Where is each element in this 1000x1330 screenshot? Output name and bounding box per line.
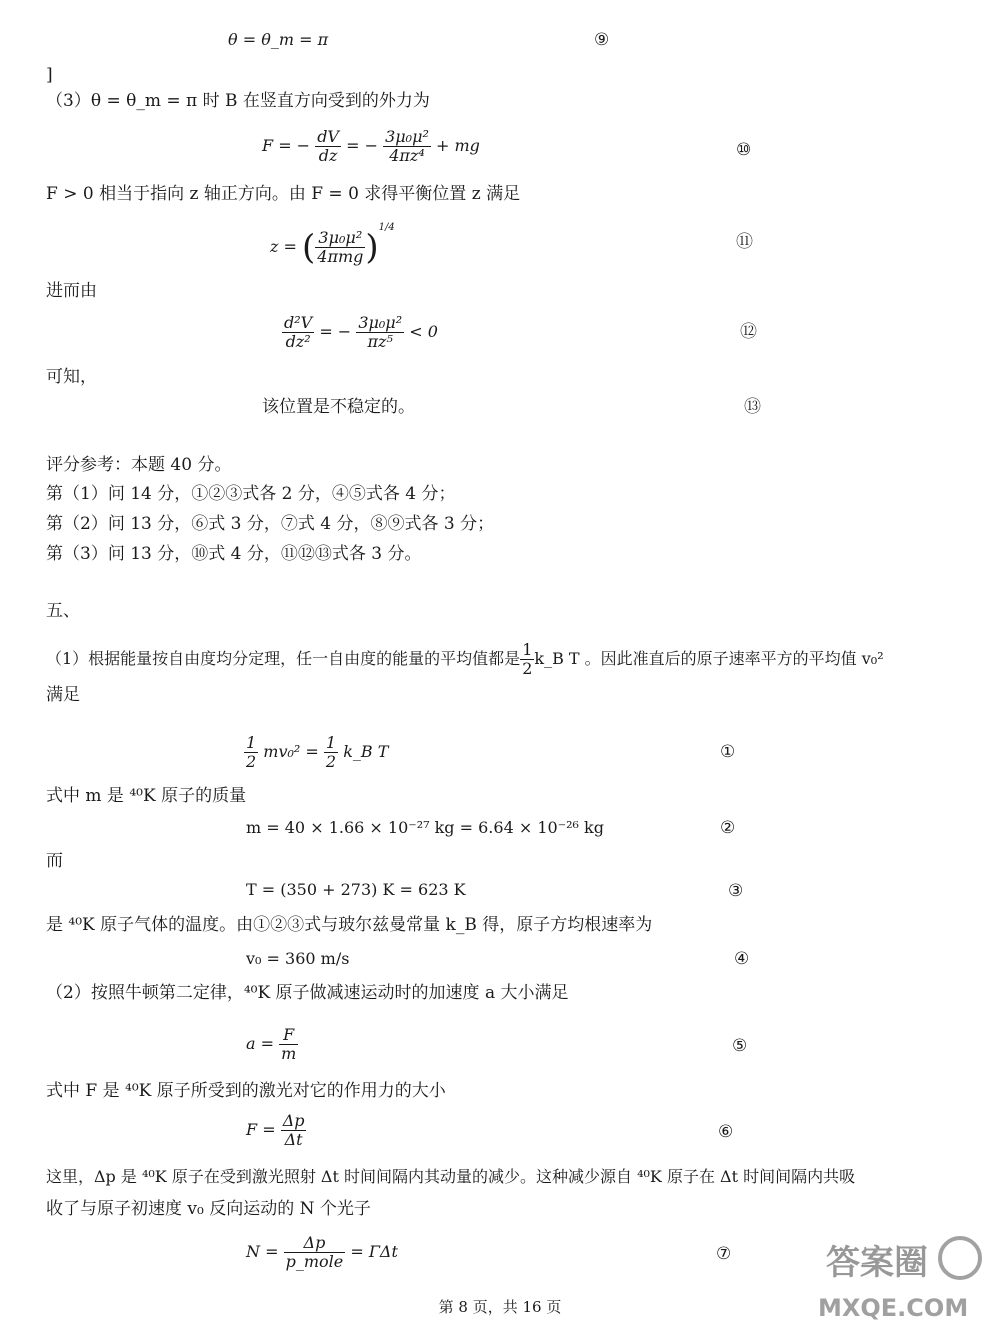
eq10-fraction-2 xyxy=(383,128,431,165)
eq5-7-rhs: = ΓΔt xyxy=(350,1242,398,1261)
equation-11 xyxy=(270,218,395,266)
equation-12 xyxy=(282,314,438,351)
section-five-heading: 五、 xyxy=(46,601,80,621)
equation-number-13: ⑬ xyxy=(744,397,761,417)
eq10-rhs: + mg xyxy=(435,136,480,155)
eq12-mid: = − xyxy=(319,322,352,341)
eq11-fraction xyxy=(315,229,365,266)
eq5-7-fraction xyxy=(284,1234,346,1271)
text-furthermore: 进而由 xyxy=(46,281,97,301)
text-mass-def: 式中 m 是 ⁴⁰K 原子的质量 xyxy=(46,786,247,806)
equation-10 xyxy=(262,128,480,165)
eq12-f2-numerator: 3μ₀μ² xyxy=(358,313,403,332)
text-force-def: 式中 F 是 ⁴⁰K 原子所受到的激光对它的作用力的大小 xyxy=(46,1081,446,1101)
text-equilibrium: F > 0 相当于指向 z 轴正方向。由 F = 0 求得平衡位置 z 满足 xyxy=(46,184,521,204)
eq11-denominator: 4πmg xyxy=(317,247,364,266)
eq5-6-fraction xyxy=(281,1112,307,1149)
eq5-7-lhs: N = xyxy=(246,1242,279,1261)
eq5-1-fraction-a xyxy=(244,734,258,771)
watermark-text-top: 答案圈 xyxy=(826,1243,928,1283)
scoring-part1: 第（1）问 14 分，①②③式各 2 分，④⑤式各 4 分； xyxy=(46,484,456,504)
scoring-part2: 第（2）问 13 分，⑥式 3 分，⑦式 4 分，⑧⑨式各 3 分； xyxy=(46,514,495,534)
page-footer: 第 8 页，共 16 页 xyxy=(438,1298,562,1316)
eq10-f1-numerator: dV xyxy=(317,127,339,146)
eq5-1-fb-denominator: 2 xyxy=(325,752,337,771)
equation-number-5-3: ③ xyxy=(728,881,744,901)
eq11-right-paren: ) xyxy=(365,227,379,268)
eq5-1-fa-numerator: 1 xyxy=(246,733,257,752)
equation-number-11: ⑪ xyxy=(736,232,753,252)
eq5-1-fa-denominator: 2 xyxy=(246,752,257,771)
eq12-f2-denominator: πz⁵ xyxy=(367,332,393,351)
eq5-7-numerator: Δp xyxy=(284,1234,346,1253)
text-temperature: 是 ⁴⁰K 原子气体的温度。由①②③式与玻尔兹曼常量 k_B 得，原子方均根速率为 xyxy=(46,915,653,935)
equation-5-4: v₀ = 360 m/s xyxy=(246,949,350,968)
eq12-fraction-1 xyxy=(282,314,314,351)
eq10-fraction-1 xyxy=(315,128,341,165)
text-and: 而 xyxy=(46,851,63,871)
eq5-5-fraction xyxy=(279,1026,298,1063)
eq11-left-paren: ( xyxy=(302,227,316,268)
eq12-f1-denominator: dz² xyxy=(285,332,311,351)
eq5-6-denominator: Δt xyxy=(284,1130,303,1149)
text-momentum-decrease: 这里，Δp 是 ⁴⁰K 原子在受到激光照射 Δt 时间间隔内其动量的减少。这种减少源自 ⁴⁰K 原子在 Δt 时间间隔内共吸 xyxy=(46,1167,856,1186)
eq12-rhs: < 0 xyxy=(409,322,438,341)
part1-text-a: （1）根据能量按自由度均分定理，任一自由度的能量的平均值都是 xyxy=(46,649,521,668)
watermark-text-bottom: MXQE.COM xyxy=(818,1294,969,1322)
closing-bracket: ] xyxy=(46,65,53,85)
equation-number-5-7: ⑦ xyxy=(716,1244,732,1264)
equation-5-2: m = 40 × 1.66 × 10⁻²⁷ kg = 6.64 × 10⁻²⁶ kg xyxy=(246,818,604,837)
eq12-f1-numerator: d²V xyxy=(284,313,313,332)
equation-number-5-2: ② xyxy=(720,818,736,838)
text-part2-intro: （2）按照牛顿第二定律，⁴⁰K 原子做减速运动时的加速度 a 大小满足 xyxy=(46,983,569,1003)
part1-text-b: k_B T 。因此准直后的原子速率平方的平均值 v₀² xyxy=(534,649,884,668)
equation-number-5-1: ① xyxy=(720,742,736,762)
part1-half-numerator: 1 xyxy=(522,640,533,659)
eq5-5-numerator: F xyxy=(279,1026,298,1045)
equation-9: θ = θ_m = π xyxy=(228,30,329,49)
eq5-1-rhs: k_B T xyxy=(343,742,389,761)
scoring-total: 评分参考：本题 40 分。 xyxy=(46,455,232,475)
equation-number-10: ⑩ xyxy=(736,140,752,160)
equation-5-6 xyxy=(246,1112,306,1149)
eq11-numerator: 3μ₀μ² xyxy=(315,229,365,248)
eq5-1-fb-numerator: 1 xyxy=(325,733,337,752)
text-photons: 收了与原子初速度 v₀ 反向运动的 N 个光子 xyxy=(46,1199,371,1219)
equation-number-12: ⑫ xyxy=(740,322,757,342)
eq10-lhs: F = − xyxy=(262,136,311,155)
eq5-5-denominator: m xyxy=(281,1044,297,1063)
eq5-6-lhs: F = xyxy=(246,1120,276,1139)
eq5-1-fraction-b xyxy=(324,734,338,771)
eq5-1-mid: mv₀² = xyxy=(263,742,319,761)
part1-half-fraction xyxy=(520,641,534,678)
text-thus: 可知， xyxy=(46,367,97,387)
equation-5-7 xyxy=(246,1234,398,1271)
equation-number-9: ⑨ xyxy=(594,30,610,50)
text-part3-intro: （3）θ = θ_m = π 时 B 在竖直方向受到的外力为 xyxy=(46,91,430,111)
eq10-f2-numerator: 3μ₀μ² xyxy=(385,127,429,146)
equation-number-5-6: ⑥ xyxy=(718,1122,734,1142)
eq10-mid: = − xyxy=(346,136,378,155)
eq11-lhs: z = xyxy=(270,237,297,256)
text-satisfies: 满足 xyxy=(46,685,80,705)
eq5-5-lhs: a = xyxy=(246,1034,275,1053)
eq11-exponent: 1/4 xyxy=(378,222,395,233)
scoring-part3: 第（3）问 13 分，⑩式 4 分，⑪⑫⑬式各 3 分。 xyxy=(46,544,422,564)
eq10-f2-denominator: 4πz⁴ xyxy=(389,146,425,165)
equation-number-5-5: ⑤ xyxy=(732,1036,748,1056)
eq5-6-numerator: Δp xyxy=(282,1111,305,1130)
equation-number-5-4: ④ xyxy=(734,949,750,969)
watermark-logo xyxy=(812,1228,988,1324)
eq10-f1-denominator: dz xyxy=(318,146,338,165)
eq12-fraction-2 xyxy=(356,314,404,351)
part1-half-denominator: 2 xyxy=(522,659,533,678)
text-part1-intro xyxy=(46,641,884,678)
equation-5-5 xyxy=(246,1026,298,1063)
equation-5-1 xyxy=(244,734,388,771)
eq5-7-denominator: p_mole xyxy=(285,1252,344,1271)
text-unstable: 该位置是不稳定的。 xyxy=(262,397,415,417)
equation-5-3: T = (350 + 273) K = 623 K xyxy=(246,880,466,899)
